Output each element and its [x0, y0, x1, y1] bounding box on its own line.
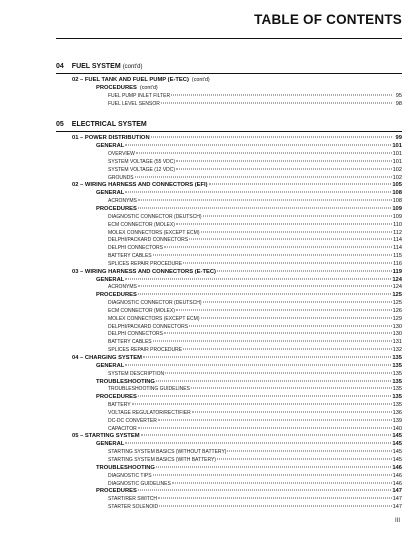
chapter-heading [56, 120, 402, 130]
dot-leader [156, 466, 391, 467]
dot-leader [183, 262, 392, 263]
entry-page-number: 145 [392, 441, 402, 448]
entry-page-number: 114 [393, 245, 402, 252]
entry-label: BATTERY [108, 402, 131, 409]
entry-label: TROUBLESHOOTING [96, 464, 155, 471]
entry-label: ECM CONNECTOR (MOLEX) [108, 221, 175, 228]
entry-label: TROUBLESHOOTING GUIDELINES [108, 386, 190, 393]
entry-label: DC-DC CONVERTER [108, 417, 157, 424]
entry-label: 02 – FUEL TANK AND FUEL PUMP (E-TEC) [72, 77, 189, 83]
topic-entry[interactable] [56, 347, 402, 355]
entry-page-number: 146 [392, 472, 402, 479]
entry-page-number: 108 [392, 190, 402, 197]
entry-label: PROCEDURES [96, 292, 137, 299]
entry-label: MOLEX CONNECTORS (EXCEPT ECM) [108, 315, 200, 322]
entry-page-number: 124 [392, 284, 402, 291]
entry-label: STARTING SYSTEM BASICS (WITHOUT BATTERY) [108, 449, 227, 456]
dot-leader [125, 145, 391, 146]
topic-entry[interactable] [56, 504, 402, 512]
dot-leader [138, 200, 392, 201]
entry-label: GENERAL [96, 143, 125, 150]
entry-label: SYSTEM VOLTAGE (55 VDC) [108, 158, 176, 165]
dot-leader [125, 192, 391, 193]
dot-leader [141, 435, 392, 436]
entry-page-number: 145 [392, 449, 402, 456]
dot-leader [138, 286, 392, 287]
entry-page-number: 139 [392, 417, 402, 424]
entry-page-number: 114 [393, 237, 402, 244]
topic-entry[interactable] [56, 214, 402, 222]
subsection-entry[interactable] [56, 292, 402, 300]
dot-leader [156, 380, 391, 381]
topic-entry[interactable] [56, 93, 402, 101]
chapter-title: ELECTRICAL SYSTEM [71, 121, 147, 129]
entry-page-number: 98 [395, 100, 402, 107]
entry-page-number: 135 [392, 370, 402, 377]
topic-entry[interactable] [56, 222, 402, 230]
topic-entry[interactable] [56, 371, 402, 379]
topic-entry[interactable] [56, 167, 402, 175]
topic-entry[interactable] [56, 331, 402, 339]
entry-label: GENERAL [96, 441, 125, 448]
entry-page-number: 125 [392, 292, 402, 299]
entry-page-number: 146 [392, 464, 402, 471]
entry-label: DIAGNOSTIC TIPS [108, 472, 152, 479]
entry-page-number: 126 [392, 307, 402, 314]
topic-entry[interactable] [56, 410, 402, 418]
entry-page-number: 135 [392, 386, 402, 393]
entry-label: GENERAL [96, 362, 125, 369]
entry-label: BATTERY CABLES [108, 253, 152, 260]
dot-leader [138, 427, 392, 428]
topic-entry[interactable] [56, 284, 402, 292]
dot-leader [192, 411, 392, 412]
entry-label: PROCEDURES [96, 84, 137, 91]
entry-label: GENERAL [96, 276, 125, 283]
dot-leader [189, 239, 392, 240]
entry-page-number: 102 [392, 174, 402, 181]
dot-leader [153, 255, 392, 256]
entry-label: DELPHI/PACKARD CONNECTORS [108, 237, 189, 244]
continued-label: (cont'd) [139, 84, 158, 91]
topic-entry[interactable] [56, 418, 402, 426]
dot-leader [172, 482, 392, 483]
entry-label: DELPHI CONNECTORS [108, 245, 163, 252]
dot-leader [158, 419, 392, 420]
entry-page-number: 109 [392, 213, 402, 220]
entry-label: 04 – CHARGING SYSTEM [72, 355, 142, 361]
topic-entry[interactable] [56, 386, 402, 394]
entry-page-number: 125 [392, 300, 402, 307]
entry-label: CAPACITOR [108, 425, 137, 432]
page-number: III [394, 518, 400, 524]
entry-label: SYSTEM VOLTAGE (12 VDC) [108, 166, 176, 173]
continued-label: (cont'd) [191, 77, 210, 83]
entry-page-number: 101 [392, 143, 402, 150]
dot-leader [203, 215, 392, 216]
dot-leader [165, 372, 392, 373]
dot-leader [136, 153, 392, 154]
subsection-entry[interactable] [56, 465, 402, 473]
page-title: TABLE OF CONTENTS [254, 12, 402, 27]
dot-leader [176, 223, 392, 224]
entry-page-number: 129 [392, 315, 402, 322]
entry-page-number: 108 [392, 198, 402, 205]
topic-entry[interactable] [56, 324, 402, 332]
topic-entry[interactable] [56, 101, 402, 109]
topic-entry[interactable] [56, 159, 402, 167]
topic-entry[interactable] [56, 449, 402, 457]
dot-leader [183, 349, 392, 350]
entry-page-number: 109 [392, 205, 402, 212]
subsection-entry[interactable] [56, 85, 402, 93]
entry-label: VOLTAGE REGULATOR/RECTIFIER [108, 409, 191, 416]
section-entry[interactable] [56, 433, 402, 441]
dot-leader [138, 207, 391, 208]
entry-label: MOLEX CONNECTORS (EXCEPT ECM) [108, 229, 200, 236]
entry-label: DIAGNOSTIC GUIDELINES [108, 480, 171, 487]
dot-leader [159, 506, 392, 507]
title-divider [56, 38, 402, 39]
entry-page-number: 115 [393, 253, 402, 260]
entry-page-number: 140 [392, 425, 402, 432]
entry-page-number: 95 [395, 92, 402, 99]
topic-entry[interactable] [56, 457, 402, 465]
dot-leader [176, 160, 392, 161]
topic-entry[interactable] [56, 300, 402, 308]
entry-label: ECM CONNECTOR (MOLEX) [108, 307, 175, 314]
topic-entry[interactable] [56, 253, 402, 261]
topic-entry[interactable] [56, 198, 402, 206]
dot-leader [176, 168, 392, 169]
subsection-entry[interactable] [56, 190, 402, 198]
entry-page-number: 135 [392, 394, 402, 401]
table-of-contents [56, 62, 402, 512]
dot-leader [132, 404, 392, 405]
topic-entry[interactable] [56, 316, 402, 324]
entry-label: TROUBLESHOOTING [96, 378, 155, 385]
topic-entry[interactable] [56, 245, 402, 253]
subsection-entry[interactable] [56, 488, 402, 496]
dot-leader [138, 396, 391, 397]
section-entry[interactable] [56, 182, 402, 190]
subsection-entry[interactable] [56, 206, 402, 214]
entry-page-number: 132 [392, 347, 402, 354]
topic-entry[interactable] [56, 308, 402, 316]
topic-entry[interactable] [56, 230, 402, 238]
topic-entry[interactable] [56, 175, 402, 183]
entry-page-number: 147 [392, 496, 402, 503]
entry-page-number: 147 [392, 504, 402, 511]
dot-leader [176, 309, 392, 310]
topic-entry[interactable] [56, 237, 402, 245]
dot-leader [125, 278, 391, 279]
entry-page-number: 131 [392, 339, 402, 346]
dot-leader [161, 102, 392, 103]
subsection-entry[interactable] [56, 441, 402, 449]
entry-page-number: 145 [392, 456, 402, 463]
entry-page-number: 135 [392, 402, 402, 409]
entry-label: SPLICES REPAIR PROCEDURE [108, 347, 183, 354]
entry-label: GROUNDS [108, 174, 134, 181]
entry-page-number: 102 [392, 166, 402, 173]
section-entry[interactable] [56, 269, 402, 277]
entry-label: ACRONYMS [108, 284, 137, 291]
entry-page-number: 147 [392, 488, 402, 495]
entry-label: DELPHI CONNECTORS [108, 331, 163, 338]
dot-leader [125, 364, 391, 365]
entry-page-number: 146 [392, 480, 402, 487]
entry-label: SPLICES REPAIR PROCEDURE [108, 260, 183, 267]
topic-entry[interactable] [56, 473, 402, 481]
entry-page-number: 112 [393, 229, 402, 236]
entry-page-number: 130 [392, 331, 402, 338]
dot-leader [153, 341, 392, 342]
dot-leader [164, 333, 392, 334]
entry-page-number: 110 [393, 221, 402, 228]
dot-leader [151, 137, 392, 138]
chapter-number: 04 [56, 63, 64, 70]
subsection-entry[interactable] [56, 143, 402, 151]
entry-label: GENERAL [96, 190, 125, 197]
continued-label: (cont'd) [122, 64, 143, 70]
chapter-number: 05 [56, 121, 64, 129]
chapter-spacer [56, 108, 402, 120]
entry-page-number: 101 [392, 158, 402, 165]
topic-entry[interactable] [56, 426, 402, 434]
entry-page-number: 119 [392, 268, 402, 275]
entry-label: STARTER SOLENOID [108, 504, 159, 511]
entry-page-number: 135 [392, 362, 402, 369]
subsection-entry[interactable] [56, 277, 402, 285]
entry-label: PROCEDURES [96, 488, 137, 495]
topic-entry[interactable] [56, 339, 402, 347]
entry-label: FUEL LEVEL SENSOR [108, 100, 160, 107]
dot-leader [135, 176, 392, 177]
dot-leader [217, 458, 392, 459]
topic-entry[interactable] [56, 402, 402, 410]
section-entry[interactable] [56, 77, 402, 85]
chapter-divider [56, 131, 402, 132]
entry-label: DIAGNOSTIC CONNECTOR (DEUTSCH) [108, 213, 202, 220]
entry-label: START/RER SWITCH [108, 496, 157, 503]
dot-leader [203, 302, 392, 303]
topic-entry[interactable] [56, 481, 402, 489]
chapter-divider [56, 73, 402, 74]
entry-label: PROCEDURES [96, 394, 137, 401]
topic-entry[interactable] [56, 151, 402, 159]
entry-label: ACRONYMS [108, 198, 137, 205]
chapter-heading [56, 62, 402, 72]
subsection-entry[interactable] [56, 379, 402, 387]
entry-label: BATTERY CABLES [108, 339, 152, 346]
section-entry[interactable] [56, 355, 402, 363]
entry-label: DIAGNOSTIC CONNECTOR (DEUTSCH) [108, 300, 202, 307]
entry-label: DELPHI/PACKARD CONNECTORS [108, 323, 189, 330]
section-entry[interactable] [56, 135, 402, 143]
entry-page-number: 130 [392, 323, 402, 330]
entry-label: 02 – WIRING HARNESS AND CONNECTORS (EFI) [72, 182, 208, 189]
dot-leader [138, 490, 391, 491]
topic-entry[interactable] [56, 496, 402, 504]
subsection-entry[interactable] [56, 394, 402, 402]
entry-label: OVERVIEW [108, 151, 135, 158]
dot-leader [189, 325, 392, 326]
dot-leader [153, 474, 392, 475]
entry-label: PROCEDURES [96, 205, 137, 212]
entry-label: 03 – WIRING HARNESS AND CONNECTORS (E-TEC) [72, 268, 216, 275]
entry-label: STARTING SYSTEM BASICS (WITH BATTERY) [108, 456, 216, 463]
entry-label: SYSTEM DESCRIPTION [108, 370, 165, 377]
entry-page-number: 145 [392, 433, 402, 440]
dot-leader [138, 294, 391, 295]
dot-leader [125, 443, 391, 444]
topic-entry[interactable] [56, 261, 402, 269]
dot-leader [164, 247, 392, 248]
entry-page-number: 135 [392, 355, 402, 361]
dot-leader [143, 357, 391, 358]
dot-leader [191, 388, 392, 389]
entry-page-number: 136 [392, 409, 402, 416]
dot-leader [217, 270, 392, 271]
subsection-entry[interactable] [56, 363, 402, 371]
entry-page-number: 116 [393, 260, 402, 267]
entry-page-number: 101 [392, 151, 402, 158]
entry-page-number: 99 [395, 135, 402, 142]
chapter-title: FUEL SYSTEM [71, 63, 121, 70]
dot-leader [201, 231, 393, 232]
dot-leader [201, 317, 392, 318]
entry-page-number: 135 [392, 378, 402, 385]
entry-page-number: 124 [392, 276, 402, 283]
dot-leader [158, 498, 392, 499]
entry-label: FUEL PUMP INLET FILTER [108, 92, 171, 99]
dot-leader [227, 451, 391, 452]
entry-label: 05 – STARTING SYSTEM [72, 433, 140, 440]
dot-leader [171, 94, 392, 95]
entry-page-number: 105 [392, 182, 402, 189]
entry-label: 01 – POWER DISTRIBUTION [72, 135, 150, 142]
dot-leader [209, 184, 392, 185]
